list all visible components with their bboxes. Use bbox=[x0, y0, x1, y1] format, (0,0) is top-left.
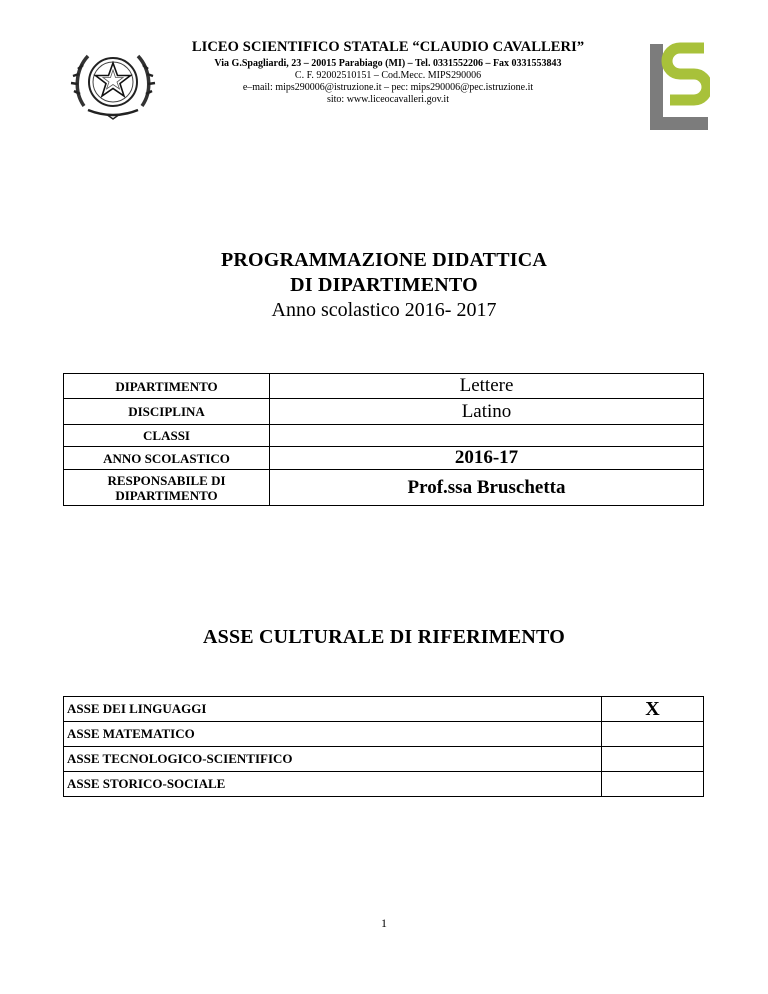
table-row bbox=[64, 425, 704, 447]
table-row bbox=[64, 399, 704, 425]
department-info-table bbox=[63, 373, 704, 506]
department-head-value: Prof.ssa Bruschetta bbox=[270, 470, 704, 506]
row-label: DISCIPLINA bbox=[64, 399, 270, 425]
row-label: DIPARTIMENTO bbox=[64, 374, 270, 399]
title-line-1: PROGRAMMAZIONE DIDATTICA bbox=[220, 249, 548, 271]
school-codes: C. F. 92002510151 – Cod.Mecc. MIPS290006 bbox=[294, 70, 482, 81]
title-line-2: DI DIPARTIMENTO bbox=[290, 274, 478, 296]
axis-label: ASSE TECNOLOGICO-SCIENTIFICO bbox=[64, 747, 602, 772]
axis-mark bbox=[602, 722, 704, 747]
italian-republic-emblem-icon bbox=[70, 44, 156, 122]
row-label: CLASSI bbox=[64, 425, 270, 447]
cultural-axis-table bbox=[63, 696, 704, 797]
section-title: ASSE CULTURALE DI RIFERIMENTO bbox=[202, 626, 565, 648]
school-website: sito: www.liceocavalleri.gov.it bbox=[326, 94, 449, 105]
table-row bbox=[64, 747, 704, 772]
classes-value bbox=[270, 425, 704, 447]
axis-mark bbox=[602, 772, 704, 797]
axis-label: ASSE MATEMATICO bbox=[64, 722, 602, 747]
table-row bbox=[64, 697, 704, 722]
school-year-value: 2016-17 bbox=[270, 447, 704, 470]
axis-mark: X bbox=[602, 697, 704, 722]
school-name: LICEO SCIENTIFICO STATALE “CLAUDIO CAVALLERI” bbox=[191, 39, 585, 55]
row-label: ANNO SCOLASTICO bbox=[64, 447, 270, 470]
school-year-label: Anno scolastico 2016- 2017 bbox=[271, 299, 497, 321]
table-row bbox=[64, 470, 704, 506]
axis-label: ASSE DEI LINGUAGGI bbox=[64, 697, 602, 722]
table-row bbox=[64, 447, 704, 470]
row-label: RESPONSABILE DI DIPARTIMENTO bbox=[64, 470, 270, 506]
axis-label: ASSE STORICO-SOCIALE bbox=[64, 772, 602, 797]
discipline-value: Latino bbox=[270, 399, 704, 425]
table-row bbox=[64, 374, 704, 399]
page-number: 1 bbox=[381, 916, 387, 930]
axis-mark bbox=[602, 747, 704, 772]
table-row bbox=[64, 772, 704, 797]
document-title bbox=[0, 248, 768, 322]
ls-school-logo-icon bbox=[650, 42, 710, 132]
department-value: Lettere bbox=[270, 374, 704, 399]
table-row bbox=[64, 722, 704, 747]
school-emails: e–mail: mips290006@istruzione.it – pec: mips290006@pec.istruzione.it bbox=[242, 82, 534, 93]
school-address: Via G.Spagliardi, 23 – 20015 Parabiago (MI) – Tel. 0331552206 – Fax 0331553843 bbox=[214, 58, 562, 69]
letterhead-text bbox=[160, 38, 616, 106]
